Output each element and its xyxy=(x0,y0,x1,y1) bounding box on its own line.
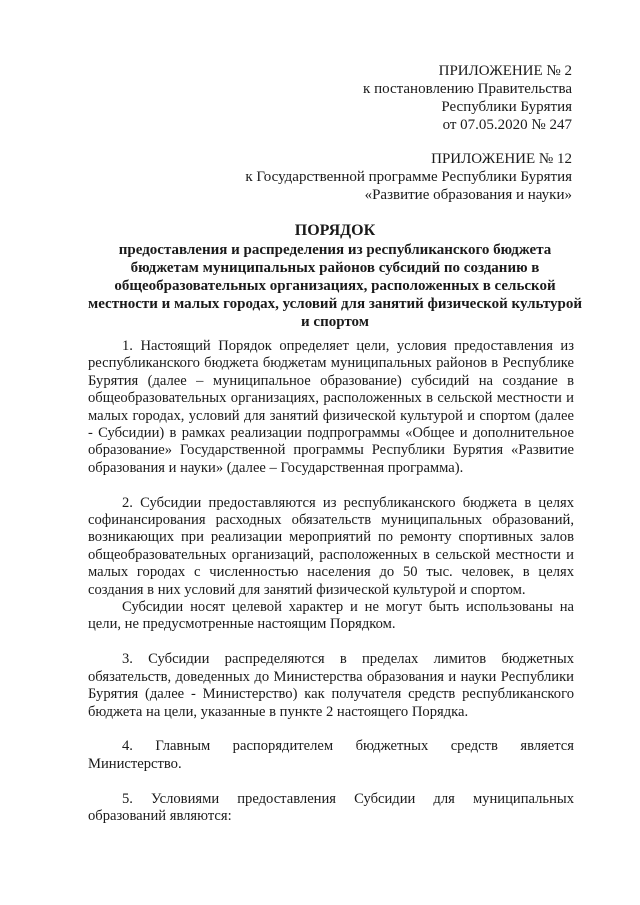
paragraph-1: 1. Настоящий Порядок определяет цели, условия предоставления из республиканского бюджета бюджетам муниципальных районов в Республике Бурятия (далее – муниципальное образование) субсидий на создание в общеобразовательных организациях, расположенных в сельской местности и малых городах, условий для занятий физической культурой и спортом (далее - Субсидии) в рамках реализации подпрограммы «Общее и дополнительное образование» Государственной программы Республики Бурятия «Развитие образования и науки» (далее – Государственная программа). xyxy=(88,338,574,476)
paragraph-2-continued: Субсидии носят целевой характер и не могут быть использованы на цели, не предусмотренные настоящим Порядком. xyxy=(88,599,574,633)
appendix-reference: «Развитие образования и науки» xyxy=(364,187,572,203)
document-title-block xyxy=(88,222,582,331)
document-body xyxy=(88,338,574,825)
appendix-reference: Республики Бурятия xyxy=(441,99,572,115)
appendix-reference: к постановлению Правительства xyxy=(363,81,572,97)
paragraph-5: 5. Условиями предоставления Субсидии для муниципальных образований являются: xyxy=(88,790,574,824)
paragraph-4: 4. Главным распорядителем бюджетных средств является Министерство. xyxy=(88,738,574,772)
appendix-heading: ПРИЛОЖЕНИЕ № 2 xyxy=(438,63,572,79)
appendix-block-decree xyxy=(363,62,572,134)
paragraph-3: 3. Субсидии распределяются в пределах лимитов бюджетных обязательств, доведенных до Министерства образования и науки Республики Бурятия (далее - Министерство) как получателя средств республиканского бюджета на цели, указанные в пункте 2 настоящего Порядка. xyxy=(88,651,574,720)
appendix-block-program xyxy=(245,150,572,204)
appendix-reference: к Государственной программе Республики Бурятия xyxy=(245,169,572,185)
document-subtitle: предоставления и распределения из республиканского бюджета бюджетам муниципальных районов субсидий по созданию в общеобразовательных организациях, расположенных в сельской местности и малых городах, условий для занятий физической культурой и спортом xyxy=(88,242,583,330)
document-title: ПОРЯДОК xyxy=(294,222,376,239)
appendix-date: от 07.05.2020 № 247 xyxy=(442,117,572,133)
paragraph-2: 2. Субсидии предоставляются из республиканского бюджета в целях софинансирования расходных обязательств муниципальных образований, возникающих при реализации мероприятий по ремонту спортивных залов общеобразовательных организаций, расположенных в сельской местности и малых городах с численностью населения до 50 тыс. человек, в целях создания в них условий для занятий физической культурой и спортом. xyxy=(88,494,574,598)
appendix-heading: ПРИЛОЖЕНИЕ № 12 xyxy=(431,151,572,167)
